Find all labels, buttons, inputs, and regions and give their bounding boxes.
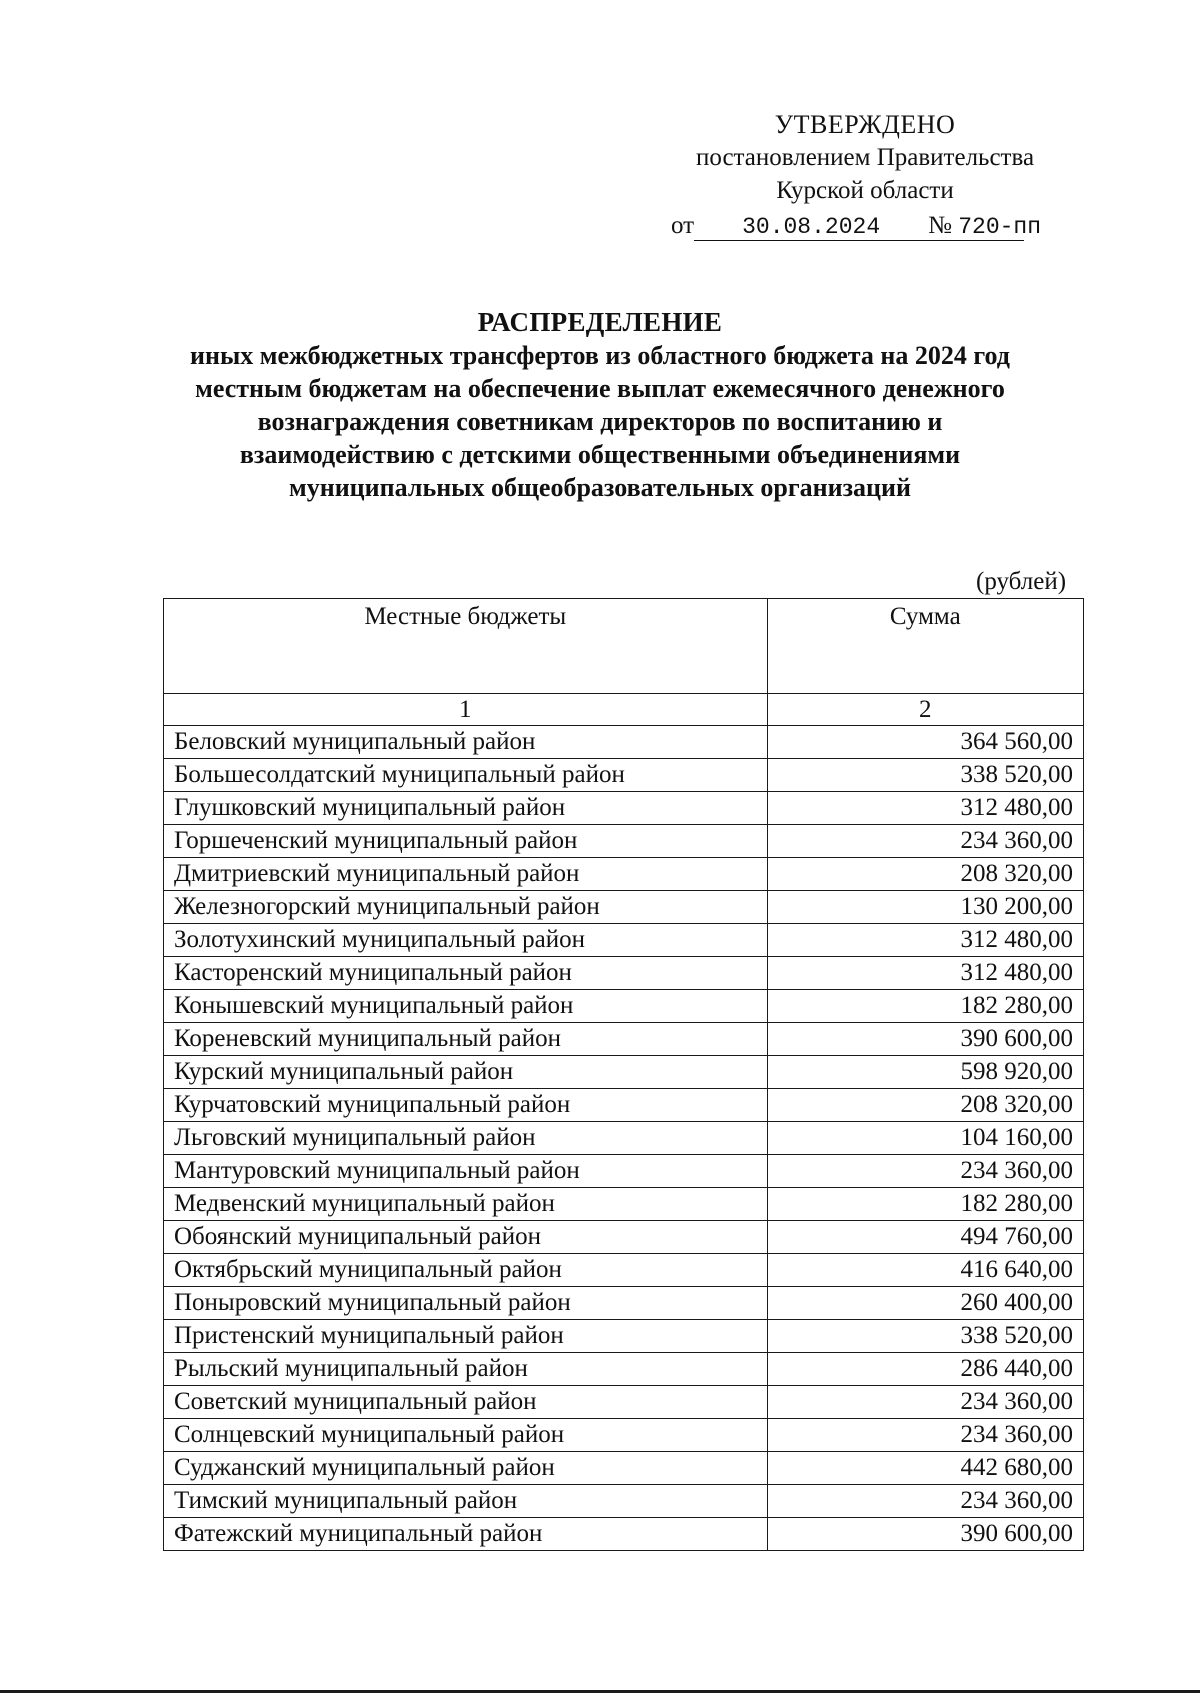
table-row xyxy=(164,726,1084,759)
approval-status: УТВЕРЖДЕНО xyxy=(774,110,956,139)
district-amount: 104 160,00 xyxy=(767,1122,1083,1155)
district-name: Глушковский муниципальный район xyxy=(164,792,768,825)
column-number: 1 xyxy=(164,694,768,726)
table-body xyxy=(164,726,1084,1551)
table-row xyxy=(164,1188,1084,1221)
district-name: Солнцевский муниципальный район xyxy=(164,1419,768,1452)
title-main: РАСПРЕДЕЛЕНИЕ xyxy=(477,307,723,337)
district-amount: 182 280,00 xyxy=(767,1188,1083,1221)
district-name: Курчатовский муниципальный район xyxy=(164,1089,768,1122)
table-row xyxy=(164,891,1084,924)
table-row xyxy=(164,1452,1084,1485)
district-amount: 208 320,00 xyxy=(767,1089,1083,1122)
table-row xyxy=(164,1122,1084,1155)
district-amount: 598 920,00 xyxy=(767,1056,1083,1089)
title-line-5: муниципальных общеобразовательных организаций xyxy=(289,473,911,502)
district-amount: 312 480,00 xyxy=(767,924,1083,957)
district-name: Мантуровский муниципальный район xyxy=(164,1155,768,1188)
approval-line-1: постановлением Правительства xyxy=(695,144,1035,171)
date-prefix: от xyxy=(671,212,695,239)
title-line-4: взаимодействию с детскими общественными объединениями xyxy=(239,440,961,469)
table-row xyxy=(164,990,1084,1023)
district-amount: 338 520,00 xyxy=(767,759,1083,792)
district-name: Курский муниципальный район xyxy=(164,1056,768,1089)
column-number: 2 xyxy=(767,694,1083,726)
district-name: Кореневский муниципальный район xyxy=(164,1023,768,1056)
table-row xyxy=(164,1485,1084,1518)
approval-block xyxy=(660,108,1070,207)
district-name: Советский муниципальный район xyxy=(164,1386,768,1419)
district-name: Конышевский муниципальный район xyxy=(164,990,768,1023)
table-row xyxy=(164,924,1084,957)
order-date-number xyxy=(671,212,1042,241)
district-amount: 390 600,00 xyxy=(767,1023,1083,1056)
district-name: Фатежский муниципальный район xyxy=(164,1518,768,1551)
units-label: (рублей) xyxy=(976,568,1067,595)
district-name: Большесолдатский муниципальный район xyxy=(164,759,768,792)
table-row xyxy=(164,1155,1084,1188)
district-amount: 312 480,00 xyxy=(767,957,1083,990)
district-name: Золотухинский муниципальный район xyxy=(164,924,768,957)
table-row xyxy=(164,858,1084,891)
column-number-row xyxy=(164,694,1084,726)
district-amount: 234 360,00 xyxy=(767,1386,1083,1419)
order-number: 720-пп xyxy=(958,214,1042,240)
table-row xyxy=(164,957,1084,990)
district-amount: 234 360,00 xyxy=(767,1155,1083,1188)
district-amount: 234 360,00 xyxy=(767,1419,1083,1452)
table-row xyxy=(164,1056,1084,1089)
approval-line-2: Курской области xyxy=(776,177,954,204)
title-line-1: иных межбюджетных трансфертов из областного бюджета на 2024 год xyxy=(190,341,1010,370)
district-name: Горшеченский муниципальный район xyxy=(164,825,768,858)
title-line-2: местным бюджетам на обеспечение выплат ежемесячного денежного xyxy=(195,374,1005,403)
table-row xyxy=(164,1386,1084,1419)
district-name: Железногорский муниципальный район xyxy=(164,891,768,924)
district-amount: 208 320,00 xyxy=(767,858,1083,891)
district-amount: 286 440,00 xyxy=(767,1353,1083,1386)
table-row xyxy=(164,1254,1084,1287)
district-amount: 260 400,00 xyxy=(767,1287,1083,1320)
district-amount: 364 560,00 xyxy=(767,726,1083,759)
district-amount: 338 520,00 xyxy=(767,1320,1083,1353)
district-name: Рыльский муниципальный район xyxy=(164,1353,768,1386)
order-date: 30.08.2024 xyxy=(694,214,928,241)
table-row xyxy=(164,1353,1084,1386)
district-name: Тимский муниципальный район xyxy=(164,1485,768,1518)
district-amount: 182 280,00 xyxy=(767,990,1083,1023)
district-name: Поныровский муниципальный район xyxy=(164,1287,768,1320)
district-amount: 416 640,00 xyxy=(767,1254,1083,1287)
district-name: Льговский муниципальный район xyxy=(164,1122,768,1155)
district-name: Касторенский муниципальный район xyxy=(164,957,768,990)
table-row xyxy=(164,825,1084,858)
district-amount: 234 360,00 xyxy=(767,1485,1083,1518)
district-amount: 234 360,00 xyxy=(767,825,1083,858)
district-amount: 390 600,00 xyxy=(767,1518,1083,1551)
number-prefix: № xyxy=(928,212,952,239)
table-row xyxy=(164,1089,1084,1122)
document-title xyxy=(120,306,1080,504)
page-edge-line xyxy=(0,1690,1200,1693)
table-row xyxy=(164,1287,1084,1320)
district-name: Пристенский муниципальный район xyxy=(164,1320,768,1353)
district-amount: 130 200,00 xyxy=(767,891,1083,924)
header-amount: Сумма xyxy=(767,599,1083,694)
district-amount: 312 480,00 xyxy=(767,792,1083,825)
district-name: Октябрьский муниципальный район xyxy=(164,1254,768,1287)
table-row xyxy=(164,1419,1084,1452)
district-name: Суджанский муниципальный район xyxy=(164,1452,768,1485)
table-row xyxy=(164,1023,1084,1056)
district-name: Обоянский муниципальный район xyxy=(164,1221,768,1254)
district-amount: 442 680,00 xyxy=(767,1452,1083,1485)
district-name: Дмитриевский муниципальный район xyxy=(164,858,768,891)
table-row xyxy=(164,1221,1084,1254)
district-name: Медвенский муниципальный район xyxy=(164,1188,768,1221)
header-row xyxy=(164,599,1084,694)
order-number-field xyxy=(928,212,1042,241)
table-row xyxy=(164,1320,1084,1353)
table-row xyxy=(164,792,1084,825)
title-line-3: вознаграждения советникам директоров по воспитанию и xyxy=(257,407,943,436)
header-local-budgets: Местные бюджеты xyxy=(164,599,768,694)
district-name: Беловский муниципальный район xyxy=(164,726,768,759)
table-row xyxy=(164,1518,1084,1551)
district-amount: 494 760,00 xyxy=(767,1221,1083,1254)
budget-table xyxy=(163,598,1084,1551)
table-row xyxy=(164,759,1084,792)
